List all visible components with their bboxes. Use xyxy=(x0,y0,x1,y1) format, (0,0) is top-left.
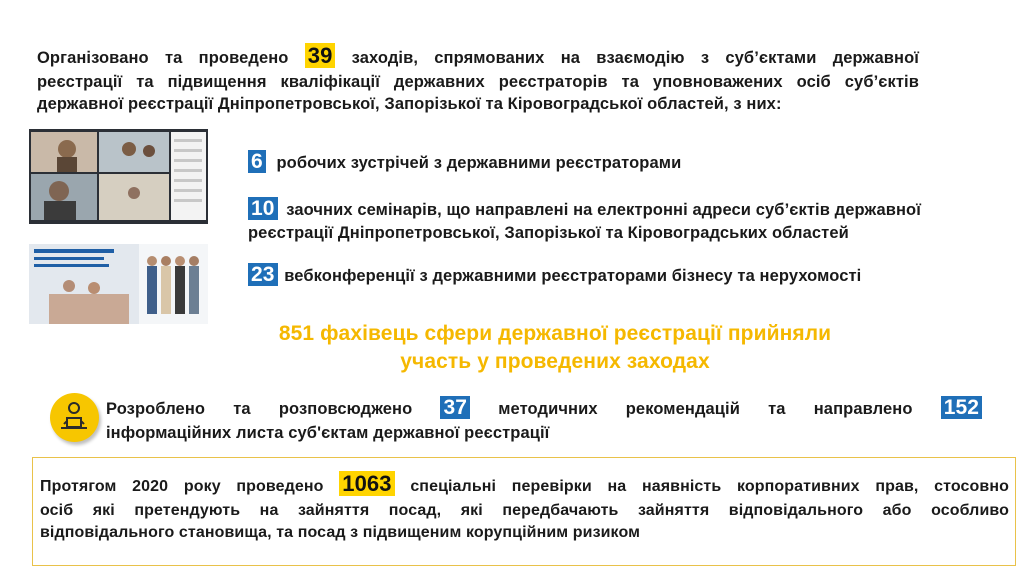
seminars-count-badge: 10 xyxy=(248,197,278,220)
video-conference-photo xyxy=(29,129,208,224)
checks-pre: Протягом 2020 року проведено xyxy=(40,478,324,495)
letters-count-badge: 152 xyxy=(941,396,982,419)
intro-count-badge: 39 xyxy=(305,43,336,68)
recommendations-pre: Розроблено та розповсюджено xyxy=(106,400,413,418)
seminars-text: заочних семінарів, що направлені на електронні адреси суб’єктів державної xyxy=(286,201,921,219)
recommendations-mid: методичних рекомендацій та направлено xyxy=(498,400,913,418)
participants-line-1: 851 фахівець сфери державної реєстрації прийняли xyxy=(278,322,832,345)
participants-line-2: участь у проведених заходах xyxy=(400,350,710,373)
meetings-count-badge: 6 xyxy=(248,150,266,173)
intro-line-1 xyxy=(37,44,919,70)
webconferences-text: вебконференції з державними реєстраторами бізнесу та нерухомості xyxy=(284,267,862,285)
item-webconferences xyxy=(248,263,988,288)
intro-line-2: реєстрації та підвищення кваліфікації державних реєстраторів та уповноважених осіб суб’єктів xyxy=(37,73,919,91)
item-seminars-line-2: реєстрації Дніпропетровської, Запорізької та Кіровоградських областей xyxy=(248,224,849,242)
item-seminars-line-1 xyxy=(248,197,996,222)
recommendations-line-1 xyxy=(106,396,982,421)
checks-count-badge: 1063 xyxy=(339,471,394,496)
item-meetings xyxy=(248,150,988,175)
recommendations-line-2: інформаційних листа суб'єктам державної реєстрації xyxy=(106,424,550,442)
seminar-photo xyxy=(29,244,208,324)
checks-line-2: осіб які претендують на зайняття посад, які передбачають зайняття відповідального або особливо xyxy=(40,502,1009,519)
checks-post: спеціальні перевірки на наявність корпоративних прав, стосовно xyxy=(410,478,1009,495)
meetings-text: робочих зустрічей з державними реєстраторами xyxy=(276,154,682,172)
checks-line-1 xyxy=(40,472,1009,498)
recommendations-count-badge: 37 xyxy=(440,396,470,419)
video-conference-image xyxy=(29,129,208,224)
intro-pre: Організовано та проведено xyxy=(37,49,289,67)
intro-post: заходів, спрямованих на взаємодію з суб’єктами державної xyxy=(351,49,920,67)
person-laptop-icon xyxy=(50,393,99,442)
checks-line-3: відповідального становища, та посад з підвищеним корупційним ризиком xyxy=(40,524,641,541)
intro-line-3: державної реєстрації Дніпропетровської, Запорізької та Кіровоградської областей, з них: xyxy=(37,95,782,113)
seminar-image xyxy=(29,244,208,324)
webconferences-count-badge: 23 xyxy=(248,263,278,286)
